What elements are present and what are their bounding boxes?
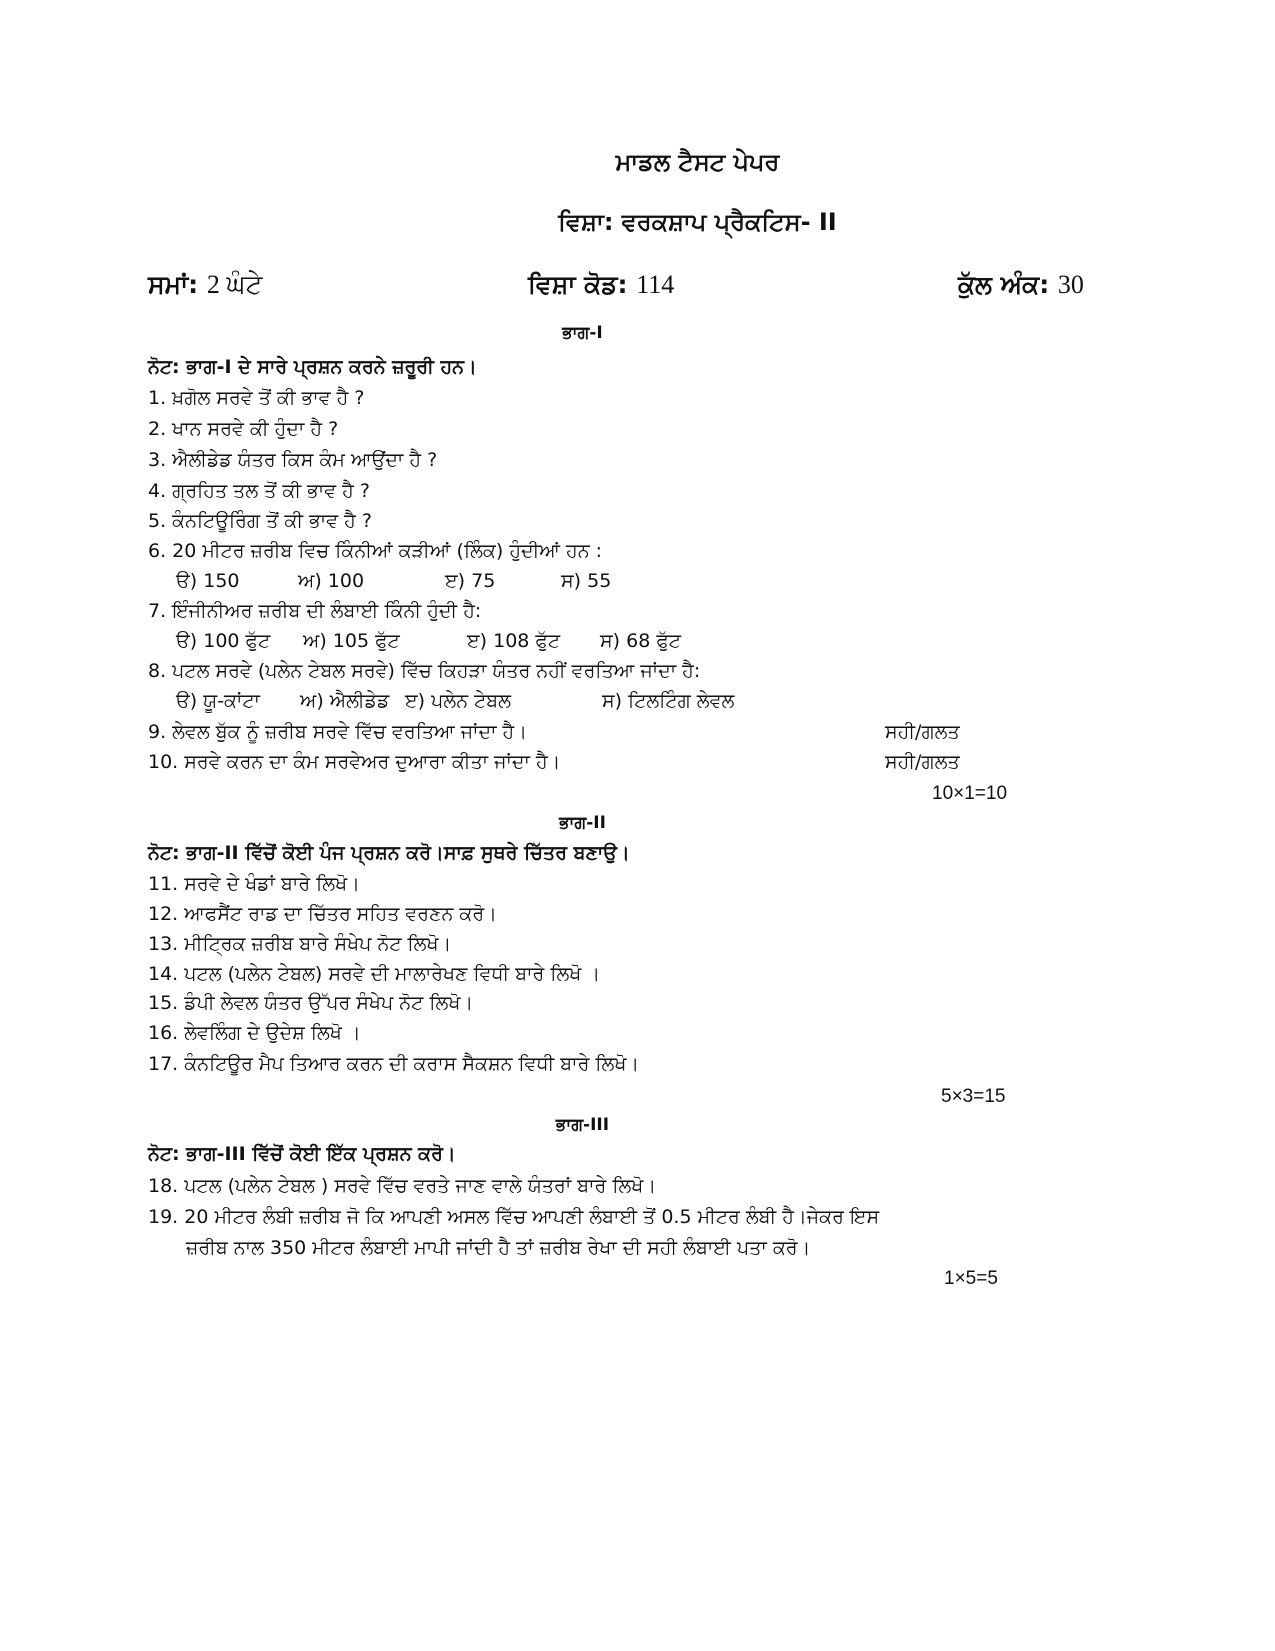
part2-heading: ਭਾਗ-II [559,813,606,833]
time-info [148,270,262,301]
question-4: 4. ਗ੍ਰਹਿਤ ਤਲ ਤੋਂ ਕੀ ਭਾਵ ਹੈ ? [148,480,370,502]
question-9: 9. ਲੇਵਲ ਬੁੱਕ ਨੂੰ ਜ਼ਰੀਬ ਸਰਵੇ ਵਿੱਚ ਵਰਤਿਆ ਜਾਂਦਾ ਹੈ। [148,721,528,743]
total-marks-label: ਕੁੱਲ ਅੰਕ: [958,270,1050,299]
q6-option-b: ਅ) 100 [298,570,365,592]
part1-note: ਨੋਟ: ਭਾਗ-I ਦੇ ਸਾਰੇ ਪ੍ਰਸ਼ਨ ਕਰਨੇ ਜ਼ਰੂਰੀ ਹਨ। [148,356,477,378]
q9-true-false: ਸਹੀ/ਗਲਤ [885,721,960,743]
q8-option-d: ਸ) ਟਿਲਟਿੰਗ ਲੇਵਲ [602,690,735,712]
part3-note: ਨੋਟ: ਭਾਗ-III ਵਿੱਚੋਂ ਕੋਈ ਇੱਕ ਪ੍ਰਸ਼ਨ ਕਰੋ। [148,1143,456,1165]
question-8: 8. ਪਟਲ ਸਰਵੇ (ਪਲੇਨ ਟੇਬਲ ਸਰਵੇ) ਵਿੱਚ ਕਿਹੜਾ ਯੰਤਰ ਨਹੀਂ ਵਰਤਿਆ ਜਾਂਦਾ ਹੈ: [148,660,701,682]
question-7: 7. ਇੰਜੀਨੀਅਰ ਜ਼ਰੀਬ ਦੀ ਲੰਬਾਈ ਕਿੰਨੀ ਹੁੰਦੀ ਹੈ: [148,600,482,622]
q8-option-b: ਅ) ਐਲੀਡੇਡ [300,690,390,712]
paper-title: ਮਾਡਲ ਟੈਸਟ ਪੇਪਰ [615,148,780,176]
question-12: 12. ਆਫਸੈਂਟ ਰਾਡ ਦਾ ਚਿੱਤਰ ਸਹਿਤ ਵਰਣਨ ਕਰੋ। [148,903,497,925]
question-16: 16. ਲੇਵਲਿੰਗ ਦੇ ਉਦੇਸ਼ ਲਿਖੋ । [148,1022,361,1044]
part1-marks: 10×1=10 [932,783,1008,804]
question-11: 11. ਸਰਵੇ ਦੇ ਖੰਡਾਂ ਬਾਰੇ ਲਿਖੋ। [148,873,360,895]
question-18: 18. ਪਟਲ (ਪਲੇਨ ਟੇਬਲ ) ਸਰਵੇ ਵਿੱਚ ਵਰਤੇ ਜਾਣ ਵਾਲੇ ਯੰਤਰਾਂ ਬਾਰੇ ਲਿਖੋ। [148,1175,657,1197]
question-19-continued: ਜ਼ਰੀਬ ਨਾਲ 350 ਮੀਟਰ ਲੰਬਾਈ ਮਾਪੀ ਜਾਂਦੀ ਹੈ ਤਾਂ ਜ਼ਰੀਬ ਰੇਖਾ ਦੀ ਸਹੀ ਲੰਬਾਈ ਪਤਾ ਕਰੋ। [186,1237,811,1259]
subject-title: ਵਿਸ਼ਾ: ਵਰਕਸ਼ਾਪ ਪ੍ਰੈਕਟਿਸ- II [558,208,837,236]
q6-option-d: ਸ) 55 [561,570,612,592]
question-2: 2. ਖਾਨ ਸਰਵੇ ਕੀ ਹੁੰਦਾ ਹੈ ? [148,418,339,440]
subject-code-value: 114 [636,270,675,299]
part3-marks: 1×5=5 [944,1268,998,1289]
question-3: 3. ਐਲੀਡੇਡ ਯੰਤਰ ਕਿਸ ਕੰਮ ਆਉਂਦਾ ਹੈ ? [148,449,438,471]
q7-option-a: ੳ) 100 ਫੁੱਟ [176,630,271,652]
question-5: 5. ਕੰਨਟਿਊਰਿੰਗ ਤੋਂ ਕੀ ਭਾਵ ਹੈ ? [148,510,372,532]
total-marks-value: 30 [1057,270,1084,299]
subject-code-info [528,270,674,300]
q8-option-c: ੲ) ਪਲੇਨ ਟੇਬਲ [405,690,511,712]
q7-option-b: ਅ) 105 ਫੁੱਟ [303,630,400,652]
part2-note: ਨੋਟ: ਭਾਗ-II ਵਿੱਚੋਂ ਕੋਈ ਪੰਜ ਪ੍ਰਸ਼ਨ ਕਰੋ।ਸਾਫ਼ ਸੁਥਰੇ ਚਿੱਤਰ ਬਣਾਉ। [148,842,630,864]
q6-option-a: ੳ) 150 [176,570,240,592]
question-1: 1. ਖ਼ਗੋਲ ਸਰਵੇ ਤੋਂ ਕੀ ਭਾਵ ਹੈ ? [148,387,365,409]
question-19: 19. 20 ਮੀਟਰ ਲੰਬੀ ਜ਼ਰੀਬ ਜੋ ਕਿ ਆਪਣੀ ਅਸਲ ਵਿੱਚ ਆਪਣੀ ਲੰਬਾਈ ਤੋਂ 0.5 ਮੀਟਰ ਲੰਬੀ ਹੈ।ਜੇਕਰ ਇਸ [148,1206,880,1228]
q7-option-c: ੲ) 108 ਫੁੱਟ [467,630,560,652]
q10-true-false: ਸਹੀ/ਗਲਤ [885,751,960,773]
q7-option-d: ਸ) 68 ਫੁੱਟ [600,630,681,652]
subject-code-label: ਵਿਸ਼ਾ ਕੋਡ: [528,270,628,299]
question-6: 6. 20 ਮੀਟਰ ਜ਼ਰੀਬ ਵਿਚ ਕਿੰਨੀਆਂ ਕੜੀਆਂ (ਲਿੰਕ) ਹੁੰਦੀਆਂ ਹਨ : [148,540,603,562]
question-15: 15. ਡੰਪੀ ਲੇਵਲ ਯੰਤਰ ਉੱਪਰ ਸੰਖੇਪ ਨੋਟ ਲਿਖੋ। [148,992,474,1014]
q6-option-c: ੲ) 75 [445,570,496,592]
q8-option-a: ੳ) ਯੂ-ਕਾਂਟਾ [176,690,260,712]
part3-heading: ਭਾਗ-III [555,1115,610,1135]
question-14: 14. ਪਟਲ (ਪਲੇਨ ਟੇਬਲ) ਸਰਵੇ ਦੀ ਮਾਲਾਰੇਖਣ ਵਿਧੀ ਬਾਰੇ ਲਿਖੋ । [148,963,601,985]
question-10: 10. ਸਰਵੇ ਕਰਨ ਦਾ ਕੰਮ ਸਰਵੇਅਰ ਦੁਆਰਾ ਕੀਤਾ ਜਾਂਦਾ ਹੈ। [148,751,561,773]
part1-heading: ਭਾਗ-I [562,323,603,343]
time-value: 2 ਘੰਟੇ [206,270,263,299]
question-17: 17. ਕੰਨਟਿਊਰ ਮੈਪ ਤਿਆਰ ਕਰਨ ਦੀ ਕਰਾਸ ਸੈਕਸ਼ਨ ਵਿਧੀ ਬਾਰੇ ਲਿਖੋ। [148,1053,640,1075]
part2-marks: 5×3=15 [941,1086,1006,1107]
time-label: ਸਮਾਂ: [148,270,199,299]
question-13: 13. ਮੀਟ੍ਰਿਕ ਜ਼ਰੀਬ ਬਾਰੇ ਸੰਖੇਪ ਨੋਟ ਲਿਖੋ। [148,933,452,955]
total-marks-info [958,270,1084,300]
